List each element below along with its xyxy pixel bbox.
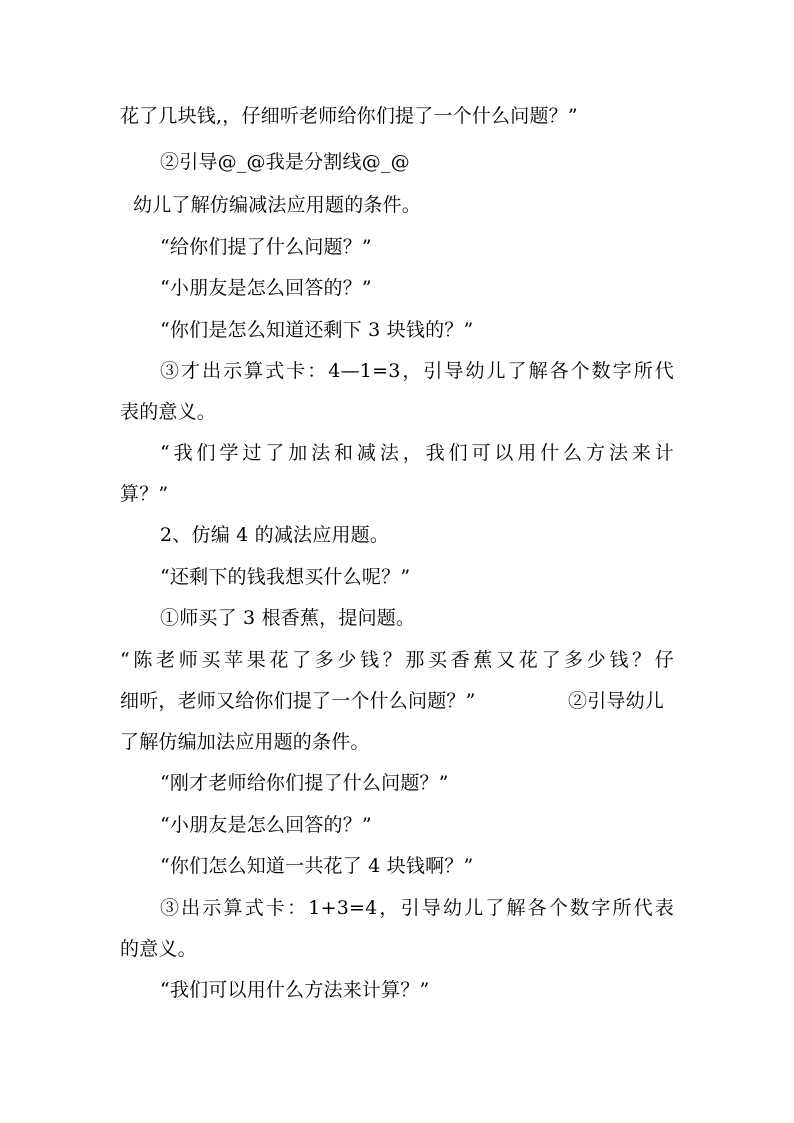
text-line: 了解仿编加法应用题的条件。 [120,731,370,753]
text-line: “我们可以用什么方法来计算？” [160,979,430,1001]
text-line [120,689,512,713]
text-line: ③才出示算式卡：4—1=3，引导幼儿了解各个数字所代 [160,360,674,382]
text-line: “小朋友是怎么回答的？” [160,814,372,836]
text-segment: 细听，老师又给你们提了一个什么问题？” [120,690,476,712]
text-line: ③出示算式卡：1+3=4，引导幼儿了解各个数字所代表 [160,897,674,919]
text-line: “还剩下的钱我想买什么呢？” [160,566,411,588]
text-line: ②引导幼儿 [568,690,665,712]
text-line: 表的意义。 [120,401,217,423]
text-line: 幼儿了解仿编减法应用题的条件。 [133,194,422,216]
text-line: “陈老师买苹果花了多少钱？那买香蕉又花了多少钱？仔 [120,649,674,671]
text-line: “你们是怎么知道还剩下 3 块钱的？” [160,319,474,341]
text-line: 2、仿编 4 的减法应用题。 [160,524,390,546]
text-line: 的意义。 [120,938,197,960]
text-line: “刚才老师给你们提了什么问题？” [160,772,449,794]
text-line: 算？” [120,483,169,505]
text-line: ②引导@_@我是分割线@_@ [160,151,410,173]
text-line: 花了几块钱,，仔细听老师给你们提了一个什么问题？” [120,105,578,127]
text-line: “给你们提了什么问题？” [160,236,372,258]
text-line: “小朋友是怎么回答的？” [160,277,372,299]
text-line: ①师买了 3 根香蕉，提问题。 [160,607,416,629]
text-line: “我们学过了加法和减法，我们可以用什么方法来计 [160,442,674,464]
text-line: “你们怎么知道一共花了 4 块钱啊？” [160,855,474,877]
